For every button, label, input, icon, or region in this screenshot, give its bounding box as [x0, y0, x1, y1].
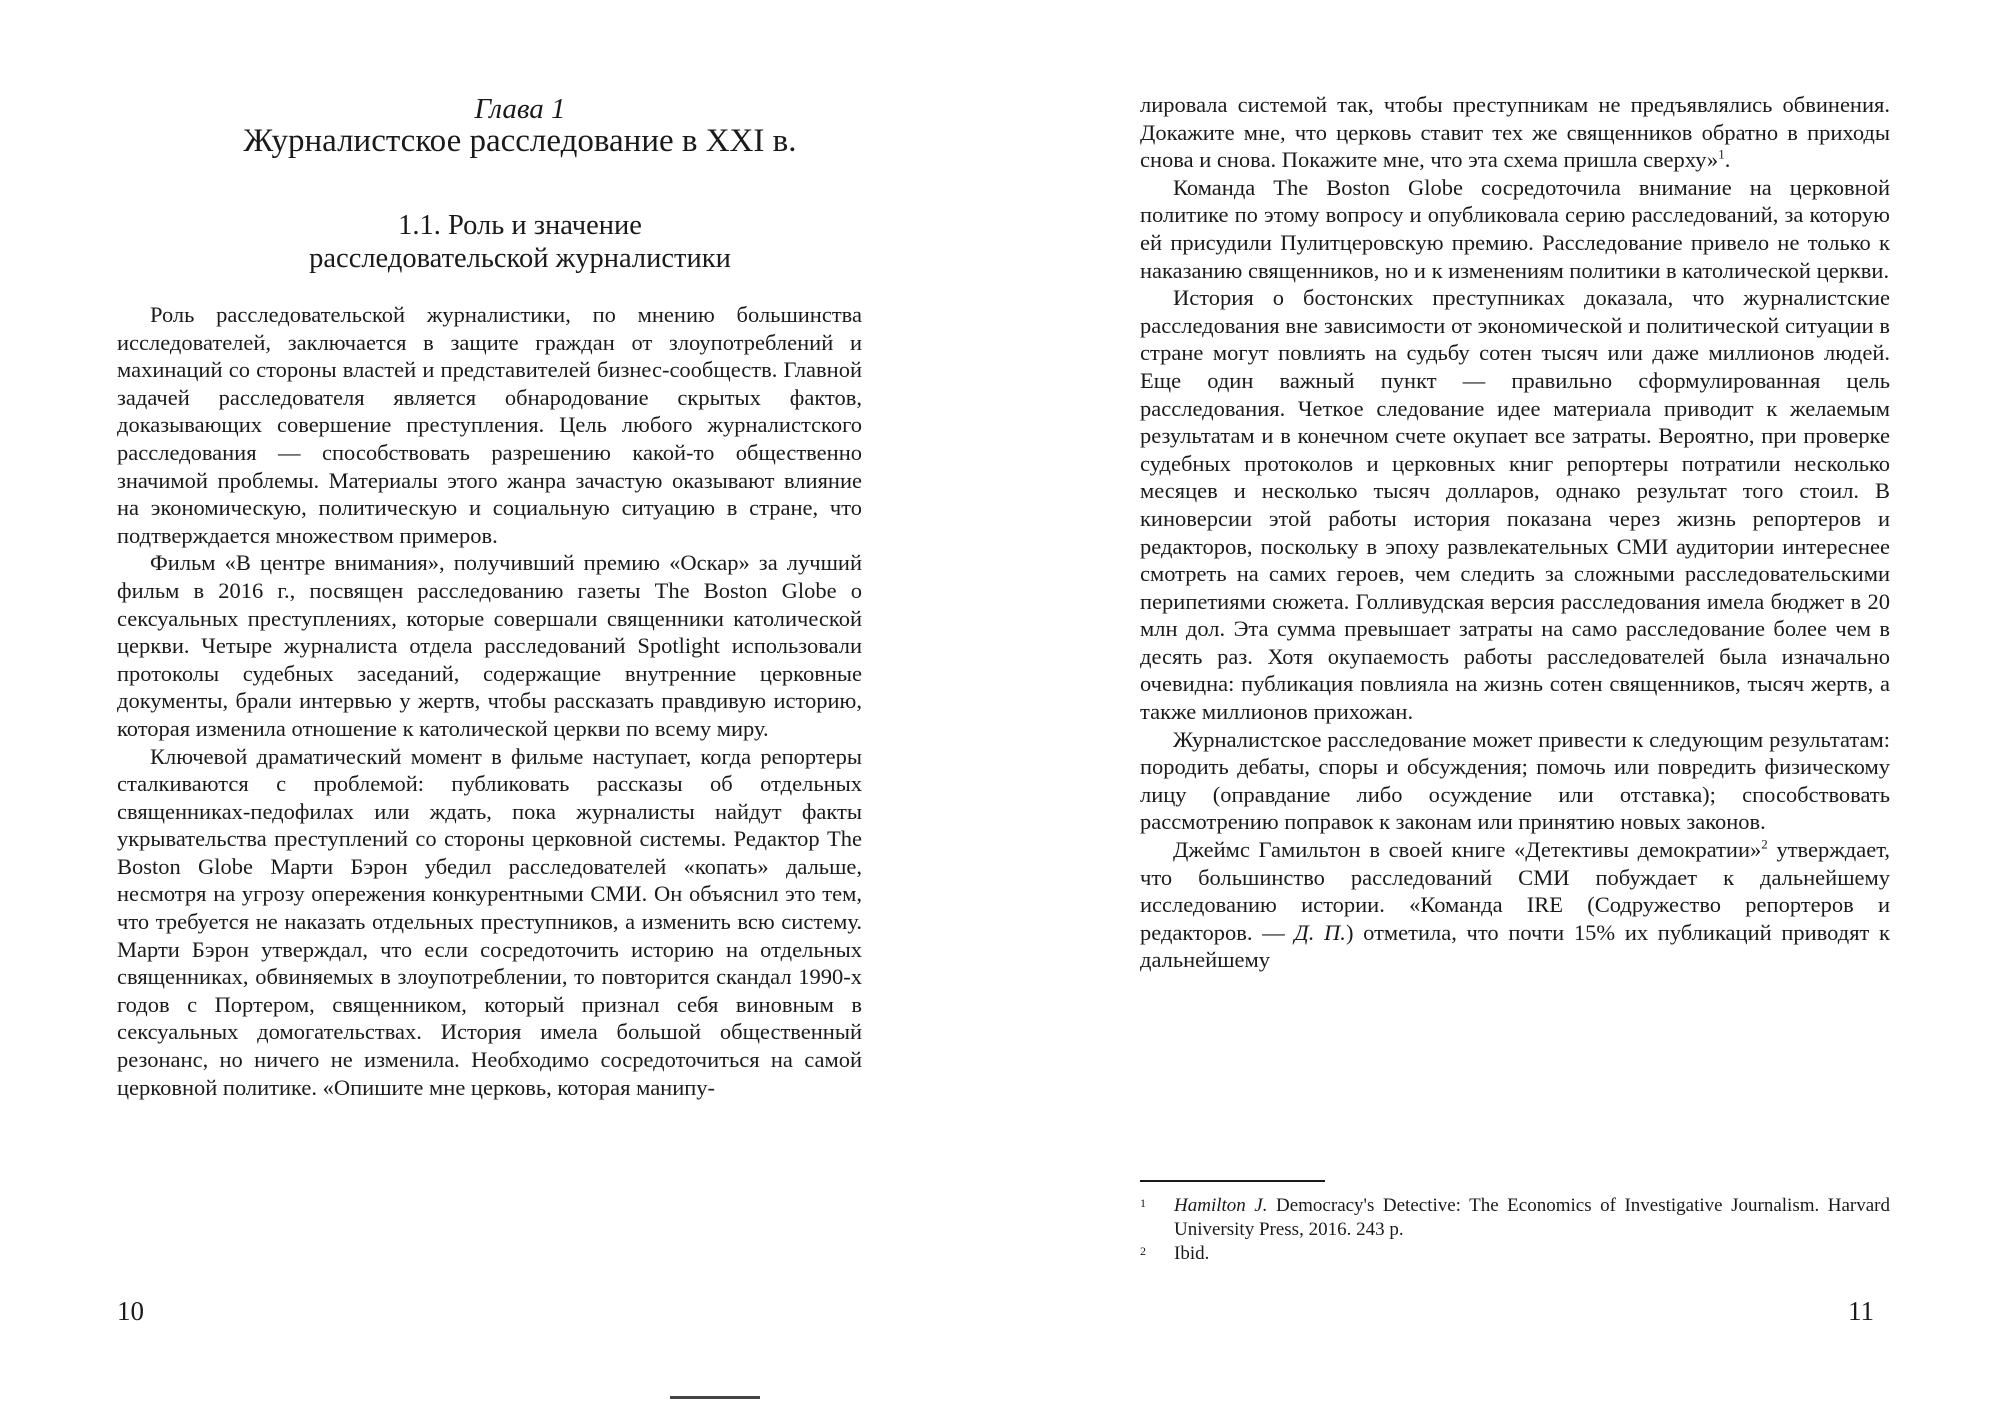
binding-mark: [670, 1396, 760, 1399]
chapter-title: Журналистское расследование в XXI в.: [243, 123, 797, 159]
footnote: [1140, 1194, 1890, 1242]
footnote-text: [1174, 1194, 1890, 1242]
footnotes: [1140, 1194, 1890, 1266]
footnote-citation: Democracy's Detective: The Economics of Investigative Journalism. Harvard University Press, 2016. 243 p.: [1174, 1195, 1891, 1240]
paragraph: Команда The Boston Globe сосредоточила внимание на церковной политике по этому вопросу и опубликовала серию расследований, за которую ей присудили Пулитцеровскую премию. Расследование привело не только к наказанию священников, но и к изменениям политики в католической церкви.: [1140, 174, 1890, 283]
paragraph: Роль расследовательской журналистики, по мнению большинства исследователей, заключается в защите граждан от злоупотреблений и махинаций со стороны властей и представителей бизнес-сообществ. Главной задачей расследователя является обнародование скрытых фактов, доказывающих совершение преступления. Цель любого журналистского расследования — способствовать разрешению какой-то общественно значимой проблемы. Материалы этого жанра зачастую оказывают влияние на экономическую, политическую и социальную ситуацию в стране, что подтверждается множеством примеров.: [117, 302, 862, 548]
paragraph: Ключевой драматический момент в фильме наступает, когда репортеры сталкиваются с проблемой: публиковать рассказы об отдельных священниках-педофилах или ждать, пока журналисты найдут факты укрывательства преступлений со стороны церковной системы. Редактор The Boston Globe Марти Бэрон убедил расследователей «копать» дальше, несмотря на угрозу опережения конкурентными СМИ. Он объяснил это тем, что требуется не наказать отдельных преступников, а изменить всю систему. Марти Бэрон утверждал, что если сосредоточить историю на отдельных священниках, обвиняемых в злоупотреблении, то повторится скандал 1990-х годов с Портером, священником, который признал себя виновным в сексуальных домогательствах. История имела большой общественный резонанс, но ничего не изменила. Необходимо сосредоточиться на самой церковной политике. «Опишите мне церковь, которая манипу-: [117, 743, 862, 1100]
section-title: [160, 209, 880, 275]
page-number: 10: [117, 1296, 144, 1326]
paragraph-text: ) отметила, что почти 15% их публикаций приводят к дальнейшему: [1140, 919, 1890, 973]
footnote-ref-2: 2: [1761, 836, 1768, 852]
section-title-line2: расследовательской журналистики: [309, 243, 731, 274]
paragraph-text: .: [1724, 147, 1731, 173]
footnote-text: [1174, 1242, 1890, 1266]
right-page: [1000, 0, 2000, 1407]
page-number: 11: [1848, 1296, 1874, 1326]
footnote-number: 1: [1140, 1196, 1146, 1210]
paragraph-text: утверждает, что большинство расследований СМИ побуждает к дальнейшему исследованию истории. «Команда IRE (Содружество репортеров и редакторов. —: [1140, 837, 1890, 945]
footnote-citation: Ibid.: [1174, 1243, 1210, 1264]
footnote-ref-1: 1: [1718, 146, 1725, 162]
left-body-text: [117, 301, 862, 1101]
author-initials: Д. П.: [1294, 919, 1346, 945]
footnote-author: Hamilton J.: [1174, 1195, 1268, 1216]
paragraph: [1140, 836, 1890, 974]
paragraph-continuation: [1140, 91, 1890, 174]
chapter-label: Глава 1: [474, 93, 566, 125]
section-title-line1: 1.1. Роль и значение: [398, 210, 642, 241]
paragraph-text: Джеймс Гамильтон в своей книге «Детективы демократии»: [1173, 837, 1762, 863]
footnote-divider: [1140, 1180, 1325, 1182]
right-body-text: [1140, 91, 1890, 974]
footnote: [1140, 1242, 1890, 1266]
paragraph: Журналистское расследование может привести к следующим результатам: породить дебаты, споры и обсуждения; помочь или повредить физическому лицу (оправдание либо осуждение или отставка); способствовать рассмотрению поправок к законам или принятию новых законов.: [1140, 726, 1890, 835]
paragraph: Фильм «В центре внимания», получивший премию «Оскар» за лучший фильм в 2016 г., посвящен расследованию газеты The Boston Globe о сексуальных преступлениях, которые совершали священники католической церкви. Четыре журналиста отдела расследований Spotlight использовали протоколы судебных заседаний, содержащие внутренние церковные документы, брали интервью у жертв, чтобы рассказать правдивую историю, которая изменила отношение к католической церкви по всему миру.: [117, 550, 862, 741]
paragraph-text: лировала системой так, чтобы преступникам не предъявлялись обвинения. Докажите мне, что церковь ставит тех же священников обратно в приходы снова и снова. Покажите мне, что эта схема пришла сверху»: [1140, 92, 1890, 173]
footnote-number: 2: [1140, 1244, 1146, 1258]
paragraph: История о бостонских преступниках доказала, что журналистские расследования вне зависимости от экономической и политической ситуации в стране могут повлиять на судьбу сотен тысяч или даже миллионов людей. Еще один важный пункт — правильно сформулированная цель расследования. Четкое следование идее материала приводит к желаемым результатам и в конечном счете окупает все затраты. Вероятно, при проверке судебных протоколов и церковных книг репортеры потратили несколько месяцев и несколько тысяч долларов, однако результат того стоил. В киноверсии этой работы история показана через жизнь репортеров и редакторов, поскольку в эпоху развлекательных СМИ аудитории интереснее смотреть на самих героев, чем следить за сложными расследовательскими перипетиями сюжета. Голливудская версия расследования имела бюджет в 20 млн дол. Эта сумма превышает затраты на само расследование более чем в десять раз. Хотя окупаемость работы расследователей была изначально очевидна: публикация повлияла на жизнь сотен священников, тысяч жертв, а также миллионов прихожан.: [1140, 285, 1890, 725]
